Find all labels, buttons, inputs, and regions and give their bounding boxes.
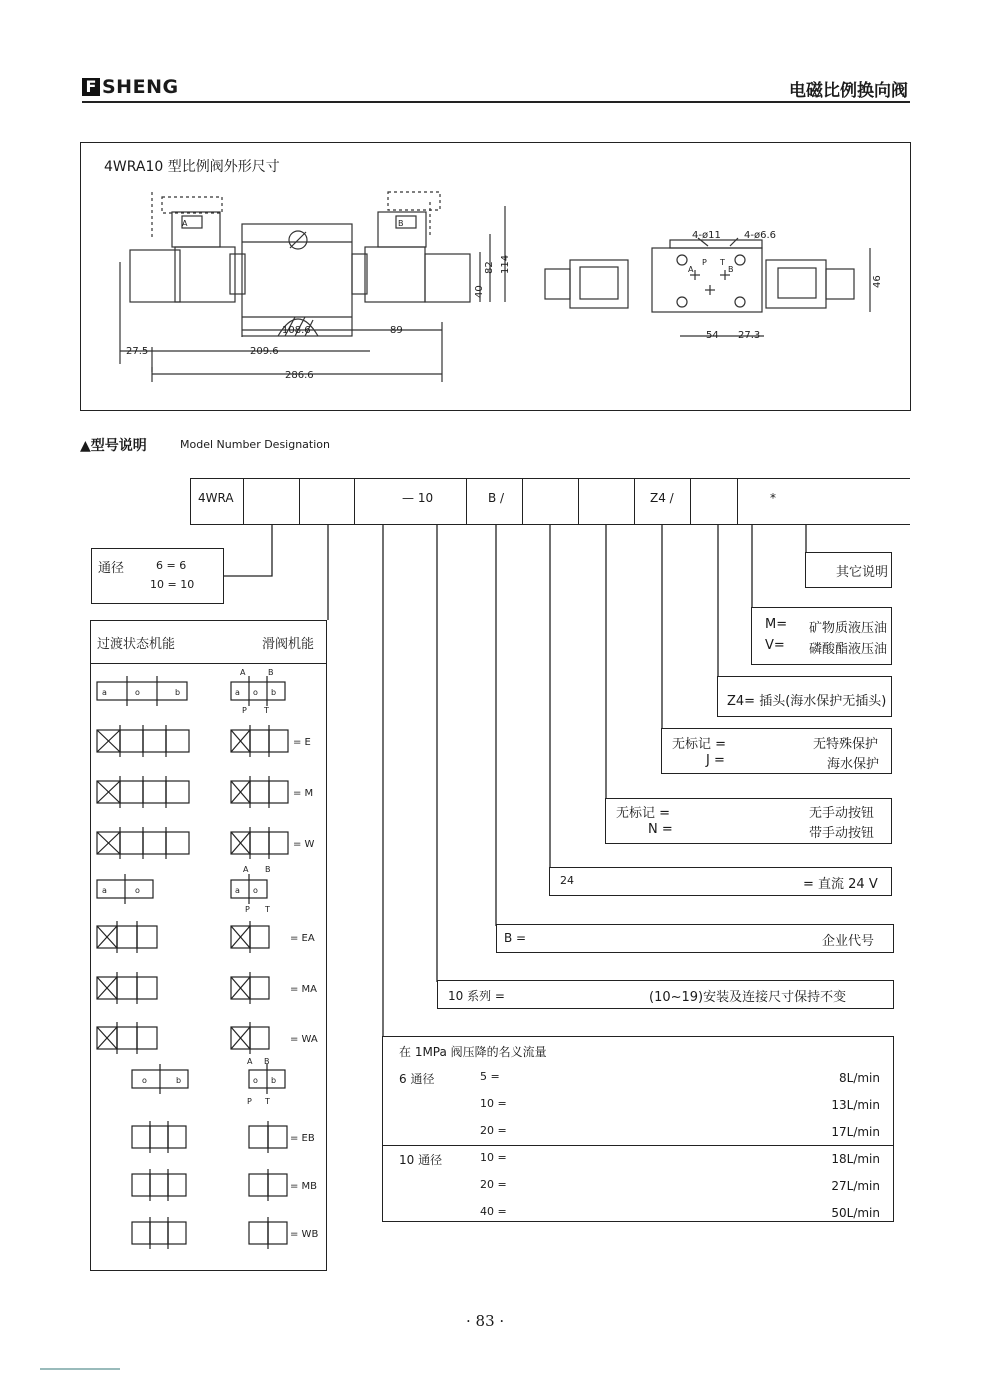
page-number: · 83 · (466, 1312, 505, 1330)
dim-273: 27.3 (738, 330, 761, 341)
header-title: 电磁比例换向阀 (789, 81, 908, 101)
symbol-letter-A: A (243, 865, 249, 874)
drawing-title: 4WRA10 型比例阀外形尺寸 (104, 159, 280, 175)
flow-key: 10 = (480, 1151, 507, 1164)
logo-text: SHENG (102, 76, 179, 98)
other-text: 其它说明 (836, 565, 889, 580)
symbol-letter-P: P (247, 1097, 252, 1106)
sea-k1: 无标记 = (672, 737, 727, 752)
flow-value: 18L/min (831, 1152, 880, 1166)
coil-b-label: B (398, 219, 404, 228)
manual-k2: N = (648, 822, 673, 837)
series-val: (10~19)安装及连接尺寸保持不变 (649, 990, 847, 1005)
code-cell: 4WRA (198, 491, 234, 505)
dim-114: 114 (500, 254, 511, 274)
function-code: = EB (290, 1133, 315, 1144)
valve-symbol (249, 1217, 287, 1249)
dim-2866: 286.6 (285, 370, 314, 381)
sea-v1: 无特殊保护 (813, 737, 879, 752)
dim-54: 54 (706, 330, 719, 341)
flow-value: 8L/min (839, 1071, 880, 1085)
function-symbols (90, 664, 327, 1270)
function-code: = EA (290, 933, 315, 944)
flow-key: 10 = (480, 1097, 507, 1110)
dim-108: 108.6 (282, 325, 311, 336)
dim-2096: 209.6 (250, 346, 279, 357)
symbol-letter-P: P (242, 706, 247, 715)
flow-block (382, 1036, 894, 1222)
dim-275: 27.5 (126, 346, 149, 357)
valve-symbol (132, 1217, 186, 1249)
valve-position-symbol (97, 676, 187, 706)
valve-symbol (231, 921, 269, 953)
symbol-letter-a: a (102, 688, 107, 697)
symbol-letter-a: a (235, 886, 240, 895)
symbol-letter-B: B (268, 668, 274, 677)
symbol-letter-A: A (247, 1057, 253, 1066)
valve-symbol (231, 776, 288, 808)
fluid-v-val: 磷酸酯液压油 (809, 642, 888, 657)
logo-mark: F (82, 78, 100, 96)
flow-value: 13L/min (831, 1098, 880, 1112)
valve-symbol (249, 1169, 287, 1201)
dim-46: 46 (872, 275, 883, 288)
symbol-letter-T: T (265, 1097, 270, 1106)
port-a-label: A (688, 265, 694, 274)
function-code: = M (293, 788, 314, 799)
flow-group: 6 通径 (399, 1072, 435, 1086)
dim-holes11: 4-ø11 (692, 230, 721, 241)
flow-group: 10 通径 (399, 1153, 443, 1167)
function-code: = E (293, 737, 311, 748)
footer-mark (40, 1368, 120, 1370)
symbol-letter-T: T (265, 905, 270, 914)
series-key: 10 系列 = (448, 989, 505, 1003)
symbol-letter-o: o (253, 886, 258, 895)
symbol-letter-T: T (264, 706, 269, 715)
port-b-label: B (728, 265, 734, 274)
symbol-letter-a: a (102, 886, 107, 895)
symbol-letter-o: o (135, 886, 140, 895)
voltage-val: = 直流 24 V (803, 877, 878, 892)
function-code: = MB (290, 1181, 318, 1192)
symbol-letter-P: P (245, 905, 250, 914)
flow-title: 在 1MPa 阀压降的名义流量 (399, 1045, 547, 1059)
function-code: = WA (290, 1034, 318, 1045)
valve-symbol (97, 776, 189, 808)
symbol-letter-b: b (175, 688, 181, 697)
valve-symbol (132, 1121, 186, 1153)
function-code: = WB (290, 1229, 319, 1240)
valve-symbol (231, 827, 288, 859)
valve-symbol (97, 921, 157, 953)
sea-k2: J = (706, 753, 725, 768)
manual-k1: 无标记 = (616, 806, 671, 821)
symbol-letter-o: o (135, 688, 140, 697)
code-cell: Z4 / (650, 491, 674, 505)
valve-symbol (97, 725, 189, 757)
valve-symbol (231, 725, 288, 757)
fluid-m-val: 矿物质液压油 (809, 621, 888, 636)
dim-89: 89 (390, 325, 403, 336)
flow-key: 20 = (480, 1178, 507, 1191)
manual-v2: 带手动按钮 (809, 826, 875, 841)
symbol-letter-B: B (264, 1057, 270, 1066)
flow-key: 20 = (480, 1124, 507, 1137)
symbol-letter-b: b (271, 1076, 277, 1085)
fluid-v-key: V= (765, 638, 785, 653)
valve-symbol (231, 972, 269, 1004)
plug-text: Z4= 插头(海水保护无插头) (727, 694, 887, 709)
functions-col2: 滑阀机能 (262, 637, 315, 652)
flow-value: 27L/min (831, 1179, 880, 1193)
functions-col1: 过渡状态机能 (97, 637, 176, 652)
voltage-key: 24 (560, 874, 574, 887)
code-cell: * (770, 491, 776, 505)
valve-symbol (249, 1121, 287, 1153)
flow-key: 5 = (480, 1070, 500, 1083)
valve-symbol (97, 1022, 157, 1054)
symbol-letter-a: a (235, 688, 240, 697)
dim-40: 40 (474, 285, 485, 298)
symbol-letter-o: o (253, 688, 258, 697)
company-key: B = (504, 931, 527, 945)
manual-v1: 无手动按钮 (809, 806, 875, 821)
valve-symbol (97, 972, 157, 1004)
valve-symbol (132, 1169, 186, 1201)
code-cell: B / (488, 491, 505, 505)
section-subtitle: Model Number Designation (180, 438, 330, 451)
port-p-label: P (702, 258, 707, 267)
dim-holes66: 4-ø6.6 (744, 230, 776, 241)
symbol-letter-A: A (240, 668, 246, 677)
dim-82: 82 (484, 261, 495, 274)
flow-key: 40 = (480, 1205, 507, 1218)
valve-symbol (231, 1022, 269, 1054)
port-t-label: T (720, 258, 725, 267)
flow-value: 17L/min (831, 1125, 880, 1139)
bore-label: 通径 (98, 561, 125, 576)
symbol-letter-b: b (271, 688, 277, 697)
company-val: 企业代号 (822, 934, 875, 949)
bore-row-6: 6 = 6 (156, 559, 187, 572)
fluid-m-key: M= (765, 617, 788, 632)
valve-symbol (97, 827, 189, 859)
coil-a-label: A (182, 219, 188, 228)
function-code: = W (293, 839, 315, 850)
symbol-letter-o: o (253, 1076, 258, 1085)
symbol-letter-o: o (142, 1076, 147, 1085)
code-cell: — 10 (402, 491, 434, 505)
bore-row-10: 10 = 10 (150, 578, 195, 591)
flow-value: 50L/min (831, 1206, 880, 1220)
section-title: ▲型号说明 (80, 438, 147, 454)
flow-divider (382, 1145, 894, 1146)
sea-v2: 海水保护 (827, 757, 880, 772)
function-code: = MA (290, 984, 318, 995)
symbol-letter-B: B (265, 865, 271, 874)
symbol-letter-b: b (176, 1076, 182, 1085)
